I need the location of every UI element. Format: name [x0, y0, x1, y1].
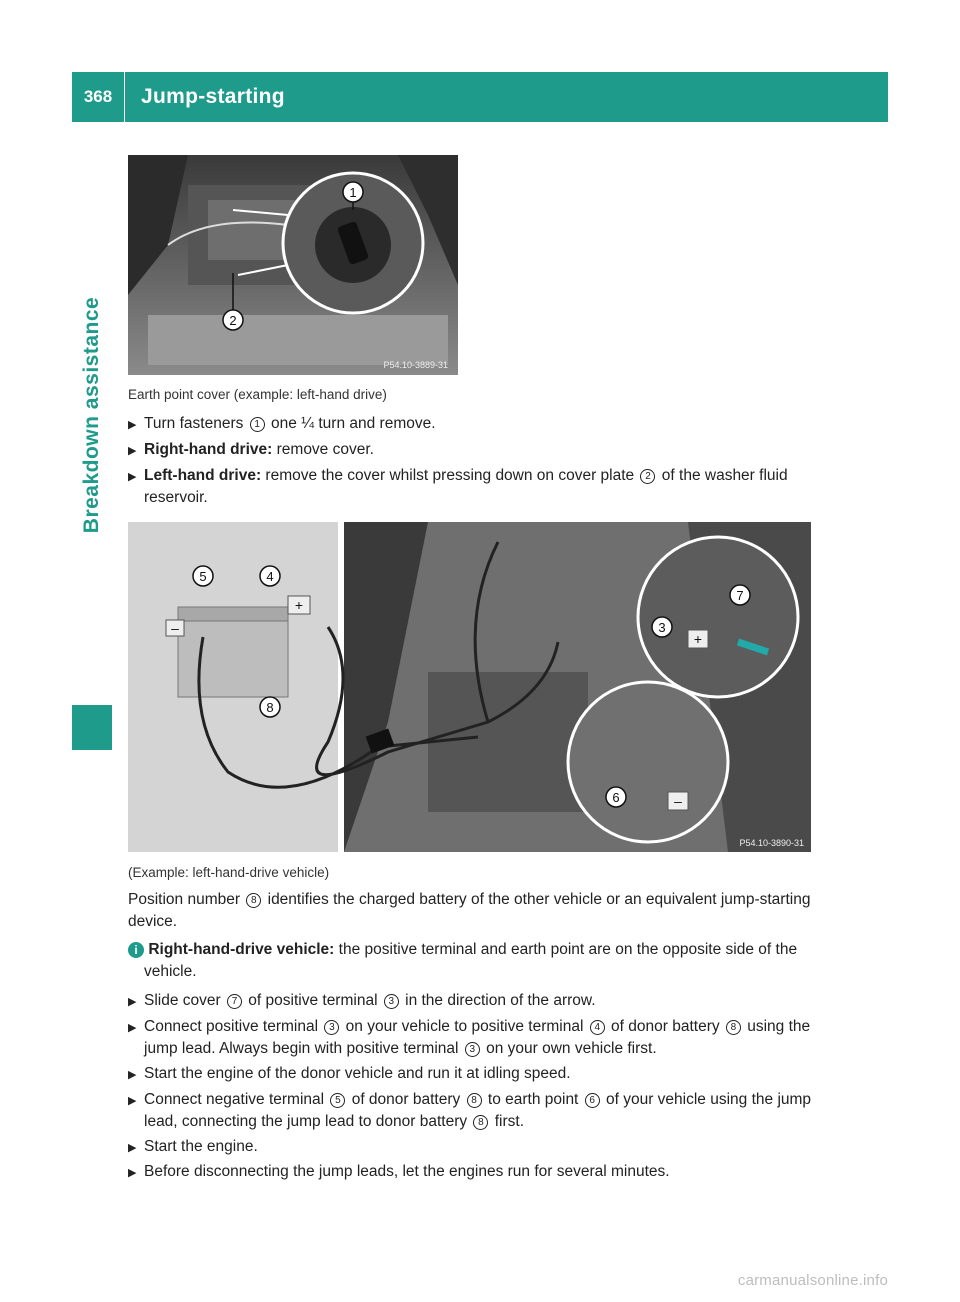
- step-arrow-icon: ▶: [128, 471, 137, 483]
- earth-point-cover-image: [128, 155, 458, 375]
- position-number: 3: [324, 1020, 339, 1035]
- svg-text:6: 6: [612, 790, 620, 805]
- section-tab: [72, 135, 112, 695]
- position-number: 8: [246, 893, 261, 908]
- svg-text:5: 5: [199, 569, 207, 584]
- step-before-disconnecting: ▶ Before disconnecting the jump leads, let the engines run for several minutes.: [128, 1161, 818, 1184]
- svg-text:–: –: [171, 620, 179, 636]
- step-arrow-icon: ▶: [128, 1167, 137, 1179]
- step-right-hand-drive: ▶ Right-hand drive: remove cover.: [128, 439, 818, 462]
- position-number: 2: [640, 469, 655, 484]
- position-number: 8: [726, 1020, 741, 1035]
- svg-text:2: 2: [229, 313, 237, 328]
- engine-bay-illustration-1: [128, 155, 458, 375]
- position-paragraph: Position number 8 identifies the charged battery of the other vehicle or an equivalent jump-starting device.: [128, 891, 811, 930]
- jump-start-connection-image: [128, 522, 811, 852]
- position-number: 6: [585, 1093, 600, 1108]
- position-number: 5: [330, 1093, 345, 1108]
- figure2-caption: (Example: left-hand-drive vehicle): [128, 865, 330, 880]
- step-connect-negative: ▶ Connect negative terminal 5 of donor battery 8 to earth point 6 of your vehicle using the jump lead, connecting the jump lead to donor battery 8 first.: [128, 1089, 818, 1133]
- svg-text:7: 7: [736, 588, 744, 603]
- position-number: 1: [250, 417, 265, 432]
- svg-text:–: –: [674, 793, 682, 809]
- step-arrow-icon: ▶: [128, 1022, 137, 1034]
- figure1-caption: Earth point cover (example: left-hand drive): [128, 387, 387, 402]
- step-arrow-icon: ▶: [128, 1142, 137, 1154]
- step-arrow-icon: ▶: [128, 1069, 137, 1081]
- header-divider: [124, 72, 125, 122]
- step-connect-positive: ▶ Connect positive terminal 3 on your vehicle to positive terminal 4 of donor battery 8 using the jump lead. Always begin with positive terminal 3 on your own vehicle first.: [128, 1016, 818, 1060]
- step-arrow-icon: ▶: [128, 445, 137, 457]
- svg-text:3: 3: [658, 620, 666, 635]
- section-tab-marker: [72, 705, 112, 750]
- svg-text:1: 1: [349, 185, 357, 200]
- step-arrow-icon: ▶: [128, 996, 137, 1008]
- step-start-engine: ▶ Start the engine.: [128, 1136, 818, 1159]
- info-note: i Right-hand-drive vehicle: the positive terminal and earth point are on the opposite side of the vehicle.: [128, 939, 818, 983]
- step-turn-fasteners: ▶ Turn fasteners 1 one ¼ turn and remove.: [128, 413, 818, 436]
- svg-text:8: 8: [266, 700, 274, 715]
- svg-text:+: +: [294, 597, 304, 613]
- step-left-hand-drive: ▶ Left-hand drive: remove the cover whilst pressing down on cover plate 2 of the washer fluid reservoir.: [128, 465, 818, 509]
- jump-start-illustration: [128, 522, 811, 852]
- svg-text:4: 4: [266, 569, 274, 584]
- step-arrow-icon: ▶: [128, 419, 137, 431]
- position-number: 3: [384, 994, 399, 1009]
- figure2-code: P54.10-3890-31: [739, 838, 804, 848]
- section-tab-label: Breakdown assistance: [80, 296, 103, 534]
- figure1-code: P54.10-3889-31: [383, 360, 448, 370]
- position-number: 8: [473, 1115, 488, 1130]
- watermark: carmanualsonline.info: [737, 1272, 888, 1289]
- position-number: 7: [227, 994, 242, 1009]
- position-number: 3: [465, 1042, 480, 1057]
- step-slide-cover: ▶ Slide cover 7 of positive terminal 3 in the direction of the arrow.: [128, 990, 818, 1013]
- position-number: 4: [590, 1020, 605, 1035]
- svg-text:+: +: [693, 631, 703, 647]
- info-icon: i: [128, 942, 144, 958]
- position-number: 8: [467, 1093, 482, 1108]
- page-header: [72, 72, 888, 122]
- step-arrow-icon: ▶: [128, 1095, 137, 1107]
- page-number: 368: [83, 87, 113, 106]
- page-title: Jump-starting: [141, 85, 285, 108]
- step-start-donor-engine: ▶ Start the engine of the donor vehicle and run it at idling speed.: [128, 1063, 818, 1086]
